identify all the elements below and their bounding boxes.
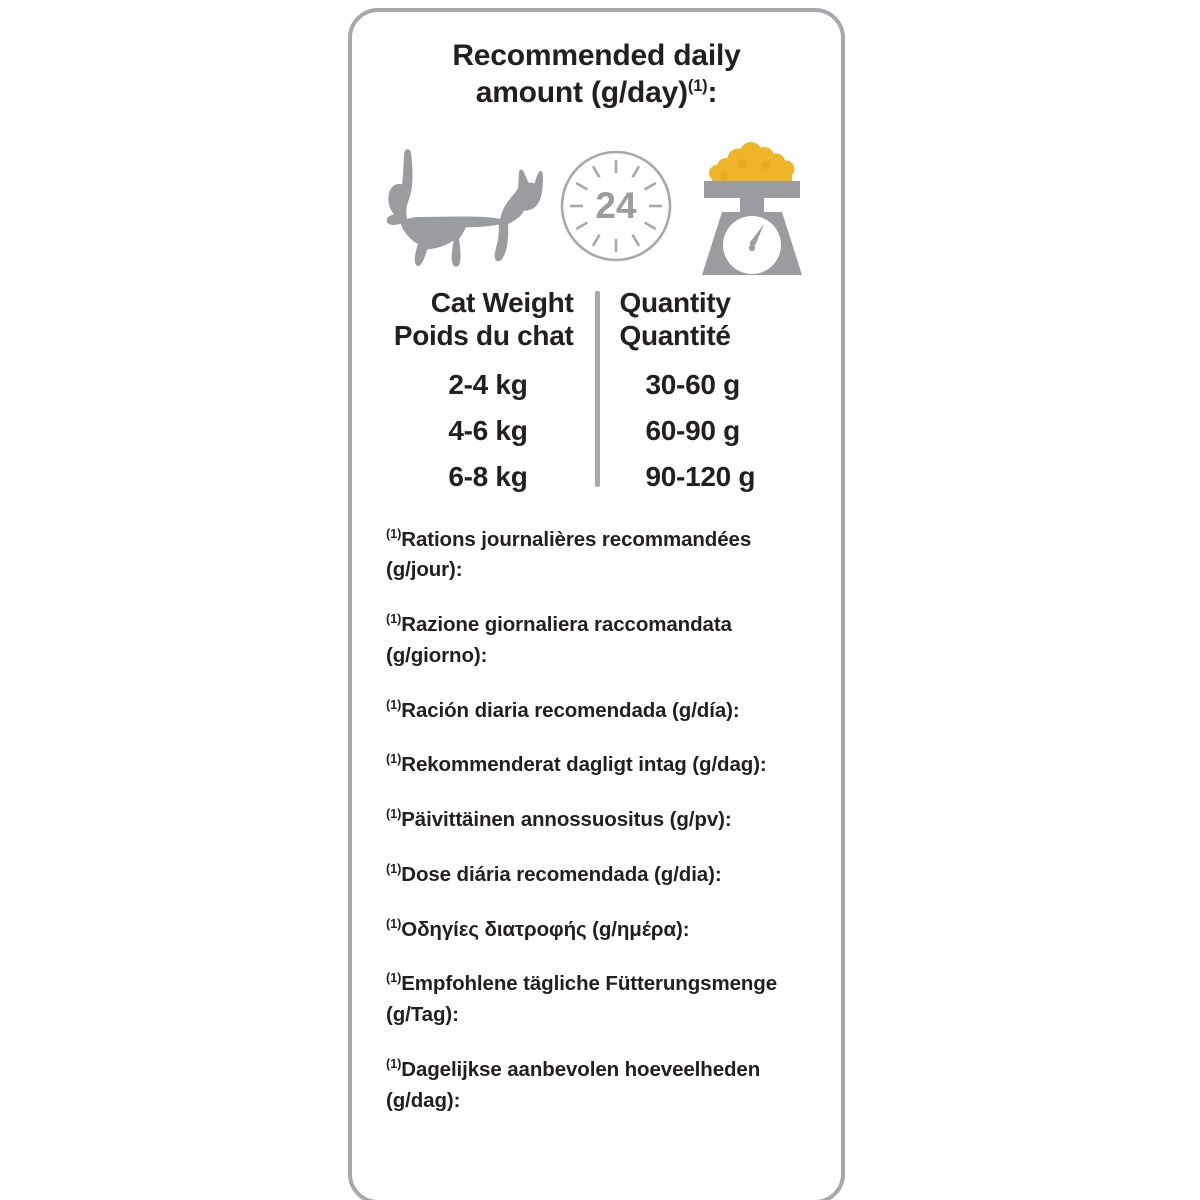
quantity-column bbox=[596, 287, 808, 491]
title-line-2: amount (g/day) bbox=[475, 75, 688, 109]
table-row: 6-8 kg bbox=[448, 460, 528, 492]
title-colon: : bbox=[707, 75, 718, 109]
footnote-item bbox=[386, 969, 807, 1031]
footnote-item bbox=[386, 860, 807, 891]
footnote-item bbox=[386, 915, 807, 946]
footnote-text: Dose diária recomendada (g/dia): bbox=[401, 862, 722, 886]
table-row: 60-90 g bbox=[645, 414, 740, 446]
title-footnote-marker: (1) bbox=[687, 76, 708, 95]
footnote-item bbox=[386, 525, 807, 587]
footnote-text: Razione giornaliera raccomandata (g/giorno): bbox=[386, 613, 732, 667]
cat-weight-header bbox=[386, 287, 574, 353]
cat-walking-icon bbox=[376, 136, 546, 276]
quantity-header bbox=[620, 287, 808, 353]
title-line-1: Recommended daily bbox=[452, 39, 741, 72]
footnote-list bbox=[386, 525, 807, 1117]
footnote-text: Päivittäinen annossuositus (g/pv): bbox=[401, 808, 732, 832]
quantity-header-en: Quantity bbox=[619, 287, 731, 319]
table-row: 30-60 g bbox=[645, 368, 740, 400]
footnote-marker: (1) bbox=[386, 611, 402, 627]
footnote-marker: (1) bbox=[386, 861, 402, 877]
feeding-guide-card bbox=[348, 8, 845, 1200]
table-column-divider bbox=[595, 291, 600, 487]
icon-strip bbox=[352, 131, 841, 281]
page-title bbox=[386, 38, 807, 111]
cat-weight-header-en: Cat Weight bbox=[430, 287, 574, 319]
footnote-item bbox=[386, 1055, 807, 1117]
footnote-item bbox=[386, 610, 807, 672]
footnote-item bbox=[386, 696, 807, 727]
footnote-text: Οδηγίες διατροφής (g/ημέρα): bbox=[401, 917, 690, 941]
footnote-text: Rekommenderat dagligt intag (g/dag): bbox=[401, 753, 767, 777]
quantity-header-fr: Quantité bbox=[619, 319, 731, 351]
footnote-item bbox=[386, 750, 807, 781]
footnote-marker: (1) bbox=[386, 696, 402, 712]
footnote-marker: (1) bbox=[386, 525, 402, 541]
footnote-marker: (1) bbox=[386, 915, 402, 931]
footnote-text: Rations journalières recommandées (g/jour): bbox=[386, 527, 752, 582]
table-row: 90-120 g bbox=[645, 460, 756, 492]
footnote-item bbox=[386, 805, 807, 836]
clock-24h-icon bbox=[558, 148, 674, 264]
footnote-marker: (1) bbox=[386, 751, 402, 767]
footnote-marker: (1) bbox=[386, 970, 402, 986]
footnote-marker: (1) bbox=[386, 806, 402, 822]
table-row: 2-4 kg bbox=[448, 368, 528, 400]
footnote-text: Ración diaria recomendada (g/día): bbox=[401, 698, 740, 722]
cat-weight-header-fr: Poids du chat bbox=[393, 319, 574, 351]
clock-hours-label: 24 bbox=[594, 185, 637, 227]
dosage-table bbox=[386, 287, 807, 491]
footnote-marker: (1) bbox=[386, 1056, 402, 1072]
table-row: 4-6 kg bbox=[448, 414, 528, 446]
footnote-text: Empfohlene tägliche Fütterungsmenge (g/Tag): bbox=[386, 972, 778, 1027]
footnote-text: Dagelijkse aanbevolen hoeveelheden (g/dag): bbox=[386, 1057, 761, 1112]
cat-weight-column bbox=[386, 287, 596, 491]
kitchen-scale-icon bbox=[686, 131, 818, 281]
